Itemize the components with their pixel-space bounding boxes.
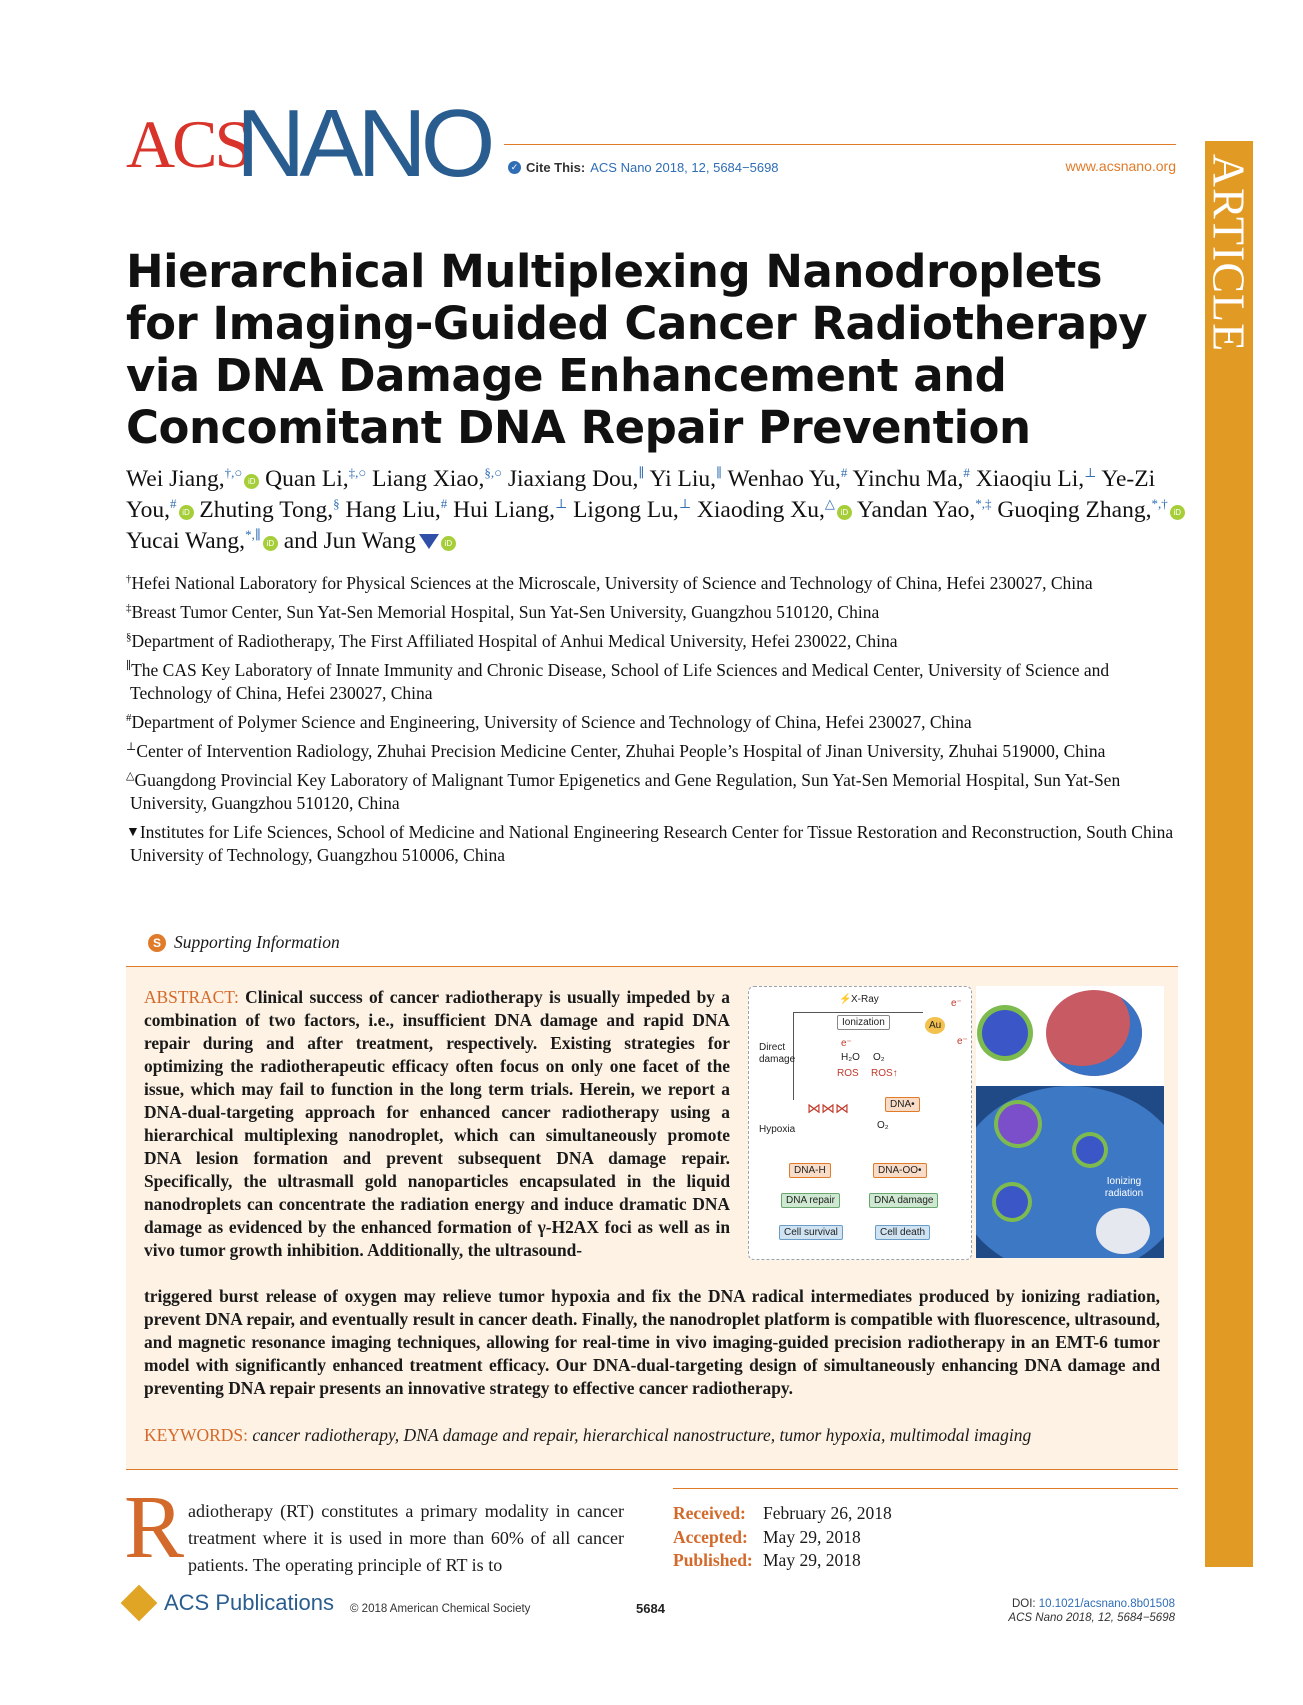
author <box>997 497 1184 523</box>
journal-logo <box>126 90 506 197</box>
author-marks: ⊥ <box>554 496 568 512</box>
author-marks: §,○ <box>484 465 502 481</box>
date-received: Received: February 26, 2018 <box>673 1503 892 1523</box>
abstract-part-2: triggered burst release of oxygen may relieve tumor hypoxia and fix the DNA radical intermediates produced by ionizing radiation, prevent DNA repair, and eventually result in cancer death. Finally, the nanodroplet platform is compatible with fluorescence, ultrasound, and magnetic resonance imaging techniques, allowing for real-time in vivo imaging-guided precision radiotherapy in an EMT-6 tumor model with significantly enhanced treatment efficacy. Our DNA-dual-targeting design of simultaneously enhancing DNA damage and preventing DNA repair presents an innovative strategy to effective cancer radiotherapy. <box>144 1286 1160 1398</box>
author-name: Xiaoqiu Li, <box>975 466 1085 492</box>
journal-reference: ACS Nano 2018, 12, 5684−5698 <box>1008 1612 1175 1624</box>
fig-h2o: H₂O <box>841 1052 860 1063</box>
author-marks: ∥ <box>716 465 723 481</box>
affiliation-text: Center of Intervention Radiology, Zhuhai Precision Medicine Center, Zhuhai People’s Hospital of Jinan University, Zhuhai 519000, China <box>136 741 1106 761</box>
fig-ros-up: ROS↑ <box>871 1068 898 1079</box>
publisher-name: ACS Publications <box>164 1590 334 1615</box>
author-name: Hui Liang, <box>453 497 555 523</box>
publication-dates <box>673 1502 892 1573</box>
author-marks: # <box>170 496 177 512</box>
article-side-label <box>1205 141 1253 371</box>
author-marks: § <box>333 496 340 512</box>
author-name: Hang Liu, <box>345 497 441 523</box>
fig-cell-death: Cell death <box>875 1225 930 1240</box>
check-icon: ✓ <box>508 161 521 174</box>
toc-illustration <box>976 986 1164 1258</box>
affiliation-mark: ⊥ <box>126 741 137 754</box>
fig-o2-top: O₂ <box>873 1052 885 1063</box>
affiliation-text: The CAS Key Laboratory of Innate Immunity and Chronic Disease, School of Life Sciences and Medical Center, University of Science and Technology of China, Hefei 230027, China <box>130 660 1110 703</box>
orcid-icon[interactable]: iD <box>179 505 194 520</box>
logo-acs: ACS <box>126 106 250 182</box>
affiliation-text: Hefei National Laboratory for Physical Sciences at the Microscale, University of Science and Technology of China, Hefei 230027, China <box>131 573 1093 593</box>
affiliation-mark: ‡ <box>126 602 132 615</box>
author-marks: *,‡ <box>975 496 992 512</box>
affiliation-mark: § <box>126 631 132 644</box>
author-name: Jiaxiang Dou, <box>507 466 639 492</box>
author-marks: ‡,○ <box>348 465 367 481</box>
author <box>857 497 992 523</box>
affiliation-mark: △ <box>126 770 135 783</box>
affiliation-text: Breast Tumor Center, Sun Yat-Sen Memorial Hospital, Sun Yat-Sen University, Guangzhou 510120, China <box>131 602 880 622</box>
author-marks: ∥ <box>638 465 645 481</box>
author-list <box>126 464 1186 557</box>
supporting-info-icon: S <box>148 934 166 952</box>
author-name: and Jun Wang <box>283 528 416 554</box>
orcid-icon[interactable]: iD <box>441 536 456 551</box>
toc-diagram <box>748 986 972 1260</box>
date-published: Published: May 29, 2018 <box>673 1550 861 1570</box>
tumor-cluster-icon <box>1046 990 1142 1076</box>
author <box>199 497 339 523</box>
fig-dna-h: DNA-H <box>789 1163 831 1178</box>
author-name: Liang Xiao, <box>372 466 485 492</box>
fig-direct-damage: Direct damage <box>759 1042 796 1065</box>
supporting-info-link[interactable] <box>148 932 340 953</box>
author <box>345 497 447 523</box>
fig-dna-radical: DNA• <box>885 1097 920 1112</box>
affiliation <box>126 630 1186 653</box>
date-accepted: Accepted: May 29, 2018 <box>673 1526 861 1547</box>
article-title: Hierarchical Multiplexing Nanodroplets for Imaging-Guided Cancer Radiotherapy via DNA Damage Enhancement and Concomitant DNA Repair Prevention <box>126 245 1148 454</box>
nanodroplet-icon <box>982 1010 1028 1056</box>
fig-xray: X-Ray <box>851 994 879 1005</box>
fig-dna-repair: DNA repair <box>781 1193 840 1208</box>
author <box>372 466 502 492</box>
author-name: Ligong Lu, <box>573 497 679 523</box>
affiliation <box>126 601 1186 624</box>
affiliation <box>126 740 1186 763</box>
author <box>573 497 691 523</box>
author <box>697 497 852 523</box>
author <box>284 528 456 554</box>
author-name: Guoqing Zhang, <box>997 497 1152 523</box>
orcid-icon[interactable]: iD <box>837 505 852 520</box>
author <box>852 466 969 492</box>
orcid-icon[interactable]: iD <box>1170 505 1185 520</box>
fig-electron-2: e⁻ <box>957 1036 968 1047</box>
abstract-label: ABSTRACT: <box>144 987 239 1007</box>
fig-cell-survival: Cell survival <box>779 1225 843 1240</box>
author <box>649 466 722 492</box>
author-marks: # <box>963 465 970 481</box>
author <box>265 466 366 492</box>
header-rule <box>504 144 1176 145</box>
author <box>728 466 848 492</box>
abstract-text-1: Clinical success of cancer radiotherapy is usually impeded by a combination of two factors, i.e., insufficient DNA damage and rapid DNA repair during and after treatment, respectively. Existing strategies for optimizing the radiotherapeutic efficacy often focus on only one facet of the issue, which may fail to function in the long term trials. Herein, we report a DNA-dual-targeting approach for enhanced cancer radiotherapy using a hierarchical multiplexing nanodroplet, which can simultaneously promote DNA lesion formation and prevent subsequent DNA damage repair. Specifically, the ultrasmall gold nanoparticles encapsulated in the liquid nanodroplets can concentrate the radiation energy and induce dramatic DNA damage as evidenced by the enhanced formation of γ-H2AX foci as well as in vivo tumor growth inhibition. Additionally, the ultrasound- <box>144 987 730 1260</box>
affiliation <box>126 821 1186 867</box>
doi-label: DOI: <box>1011 1598 1036 1610</box>
author-marks: # <box>840 465 848 481</box>
orcid-icon[interactable]: iD <box>244 474 259 489</box>
intro-text: adiotherapy (RT) constitutes a primary modality in cancer treatment where it is used in more than 60% of all cancer patients. The operating principle of RT is to <box>188 1501 624 1575</box>
down-triangle-icon <box>419 534 439 549</box>
author-marks: ⊥ <box>1084 465 1097 481</box>
side-label-text: ARTICLE <box>1203 153 1255 353</box>
author-name: Wei Jiang, <box>126 466 225 492</box>
journal-url[interactable]: www.acsnano.org <box>1065 158 1176 174</box>
fig-ros: ROS <box>837 1068 859 1079</box>
droplet-inside-icon <box>998 1104 1038 1144</box>
nucleus-icon <box>1096 1208 1150 1254</box>
keywords-list: cancer radiotherapy, DNA damage and repair, hierarchical nanostructure, tumor hypoxia, multimodal imaging <box>252 1425 1032 1445</box>
cite-label: Cite This: <box>526 160 586 175</box>
affiliation <box>126 711 1186 734</box>
affiliation-mark: # <box>126 712 132 725</box>
supporting-info-label: Supporting Information <box>174 932 340 952</box>
author-marks: *,∥ <box>245 527 261 543</box>
author-name: Xiaoding Xu, <box>696 497 825 523</box>
fig-dna-oo: DNA-OO• <box>873 1163 927 1178</box>
dna-helix-icon: ⋈⋈⋈ <box>807 1100 849 1116</box>
logo-nano: NANO <box>236 90 490 197</box>
fig-electron-3: e⁻ <box>841 1038 852 1049</box>
author-marks: *,† <box>1151 496 1168 512</box>
dates-rule <box>673 1488 1178 1489</box>
droplet-lower-icon <box>996 1186 1028 1218</box>
author-name: Yinchu Ma, <box>852 466 964 492</box>
fig-au: Au <box>925 1017 945 1034</box>
author <box>508 466 645 492</box>
affiliation-text: Department of Radiotherapy, The First Affiliated Hospital of Anhui Medical University, Hefei 230022, China <box>131 631 898 651</box>
fig-ionization: Ionization <box>837 1015 890 1030</box>
author-name: Zhuting Tong, <box>199 497 334 523</box>
affiliation <box>126 572 1186 595</box>
fig-electron-1: e⁻ <box>951 998 962 1009</box>
affiliation-text: Institutes for Life Sciences, School of Medicine and National Engineering Research Center for Tissue Restoration and Reconstruction, South China University of Technology, Guangzhou 510006, China <box>130 822 1174 865</box>
fig-o2: O₂ <box>877 1120 889 1131</box>
author-name: Yandan Yao, <box>856 497 976 523</box>
affiliation-list <box>126 572 1186 873</box>
droplet-small-icon <box>1076 1136 1104 1164</box>
page-number: 5684 <box>636 1601 665 1616</box>
acs-publications-logo[interactable] <box>126 1590 334 1616</box>
affiliation <box>126 769 1186 815</box>
author-name: Ye-Zi You, <box>126 466 1156 523</box>
author-marks: △ <box>824 496 835 512</box>
fig-ionizing-radiation: Ionizing radiation <box>1104 1176 1144 1199</box>
author-name: Yi Liu, <box>649 466 717 492</box>
author-marks: †,○ <box>224 465 243 481</box>
abstract-part-1 <box>144 986 730 1262</box>
affiliation-mark: ▼ <box>126 825 140 840</box>
author-name: Quan Li, <box>265 466 349 492</box>
affiliation-mark: ∥ <box>126 660 132 673</box>
affiliation <box>126 659 1186 705</box>
doi-block <box>1008 1597 1175 1625</box>
author <box>976 466 1097 492</box>
author-marks: # <box>440 496 448 512</box>
affiliation-text: Department of Polymer Science and Engineering, University of Science and Technology of China, Hefei 230027, China <box>131 712 972 732</box>
orcid-icon[interactable]: iD <box>263 536 278 551</box>
acs-diamond-icon <box>121 1585 158 1622</box>
cite-this[interactable] <box>508 160 779 175</box>
cite-reference[interactable]: ACS Nano 2018, 12, 5684−5698 <box>590 160 779 175</box>
doi-link[interactable]: 10.1021/acsnano.8b01508 <box>1038 1598 1175 1610</box>
affiliation-text: Guangdong Provincial Key Laboratory of Malignant Tumor Epigenetics and Gene Regulation, Sun Yat-Sen Memorial Hospital, Sun Yat-Sen University, Guangzhou 510120, China <box>130 770 1121 813</box>
fig-branch-line <box>793 1012 923 1013</box>
keywords-label: KEYWORDS: <box>144 1425 249 1445</box>
author-name: Wenhao Yu, <box>727 466 841 492</box>
author-marks: ⊥ <box>678 496 692 512</box>
copyright: © 2018 American Chemical Society <box>350 1603 531 1615</box>
fig-hypoxia: Hypoxia <box>759 1124 796 1135</box>
dropcap: R <box>124 1478 185 1577</box>
author <box>126 528 278 554</box>
fig-dna-damage: DNA damage <box>869 1193 938 1208</box>
author-name: Yucai Wang, <box>126 528 246 554</box>
affiliation-mark: † <box>126 573 132 586</box>
author <box>126 466 259 492</box>
author <box>453 497 567 523</box>
xray-bolt-icon: ⚡ <box>839 994 852 1005</box>
keywords <box>144 1425 1164 1446</box>
